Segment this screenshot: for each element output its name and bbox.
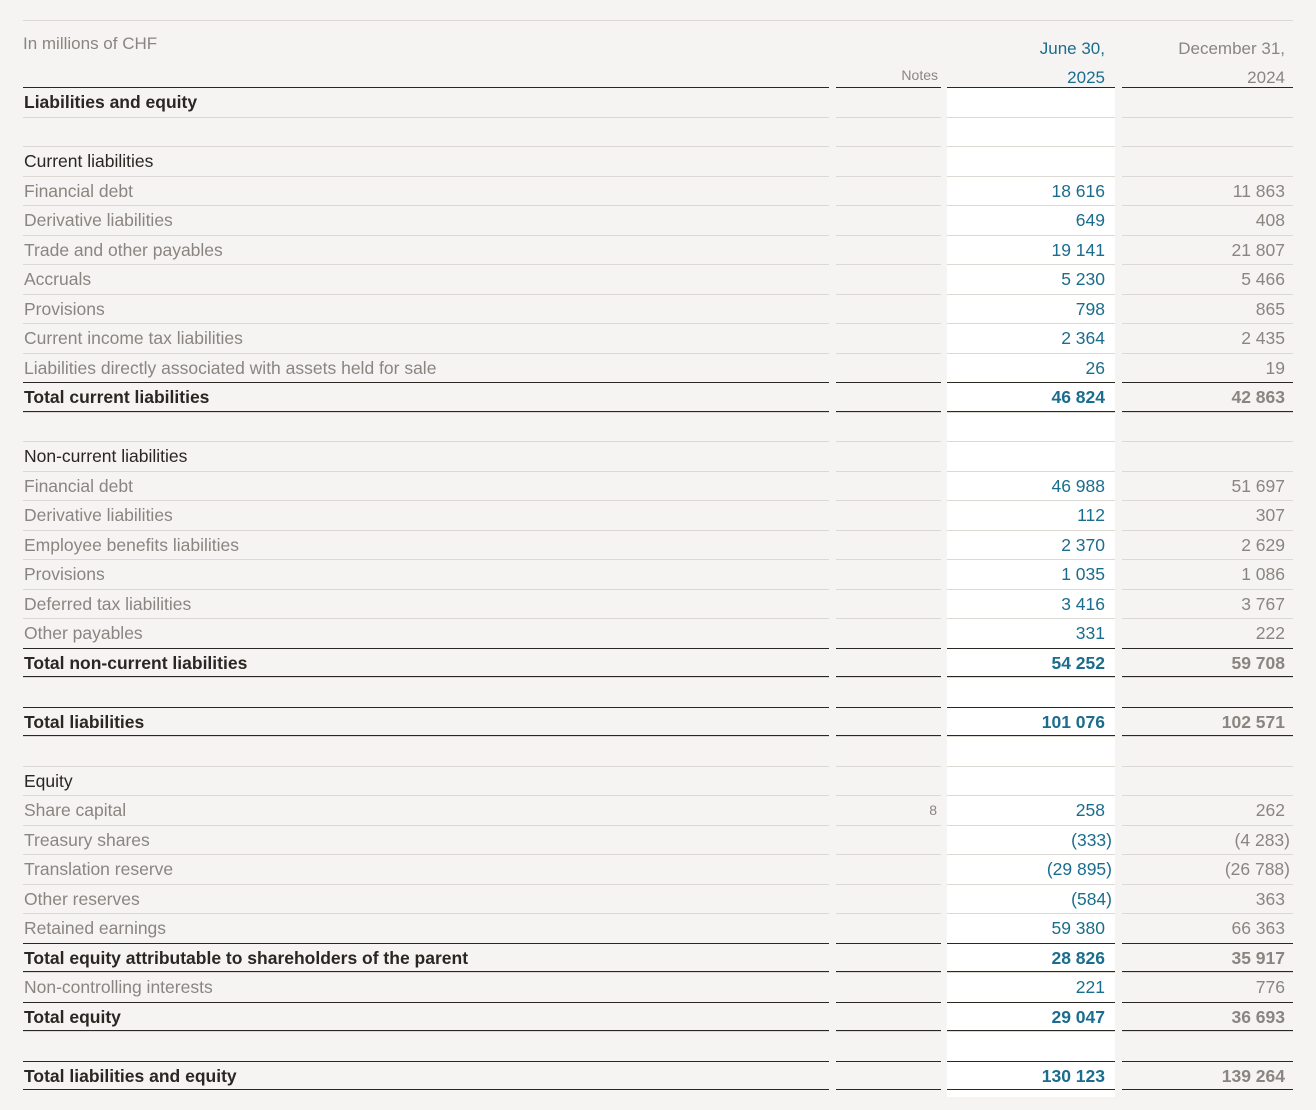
row-current-value: 649 [947,205,1115,235]
row-label: Employee benefits liabilities [23,530,829,560]
table-row [0,589,1316,619]
row-current-value: 19 141 [947,235,1115,265]
row-current-value: 29 047 [947,1002,1115,1032]
row-current-value: 130 123 [947,1061,1115,1091]
row-current-value: 46 824 [947,382,1115,412]
row-notes [836,943,941,973]
row-notes [836,264,941,294]
row-prior-value: 51 697 [1122,471,1293,501]
row-prior-value [1122,441,1293,471]
row-prior-value [1122,146,1293,176]
row-notes [836,559,941,589]
row-prior-value [1122,87,1293,117]
row-notes [836,353,941,383]
row-label: Total equity attributable to shareholders of the parent [23,943,829,973]
row-prior-value: 42 863 [1122,382,1293,412]
table-row [0,707,1316,737]
row-current-value: 18 616 [947,176,1115,206]
table-row [0,825,1316,855]
row-notes [836,146,941,176]
row-label [23,677,829,707]
row-notes [836,1002,941,1032]
units-label: In millions of CHF [23,34,158,53]
row-current-value: (29 895) [947,854,1115,884]
row-label: Derivative liabilities [23,205,829,235]
row-label [23,736,829,766]
row-label: Financial debt [23,176,829,206]
row-label [23,1031,829,1061]
row-label: Total liabilities [23,707,829,737]
table-row [0,884,1316,914]
row-notes [836,618,941,648]
row-prior-value: 11 863 [1122,176,1293,206]
row-notes [836,471,941,501]
row-notes [836,766,941,796]
table-row [0,323,1316,353]
row-label: Accruals [23,264,829,294]
balance-sheet-table [0,87,1316,1090]
row-prior-value: 102 571 [1122,707,1293,737]
row-current-value: 331 [947,618,1115,648]
row-current-value [947,766,1115,796]
table-row [0,264,1316,294]
row-notes [836,1031,941,1061]
row-notes [836,854,941,884]
row-notes [836,648,941,678]
row-current-value: 798 [947,294,1115,324]
row-notes [836,972,941,1002]
table-header [0,0,1316,88]
row-notes [836,235,941,265]
row-prior-value: 3 767 [1122,589,1293,619]
row-current-value [947,87,1115,117]
row-current-value: 28 826 [947,943,1115,973]
row-notes [836,884,941,914]
table-row [0,648,1316,678]
row-current-value: 2 364 [947,323,1115,353]
table-row [0,117,1316,147]
row-prior-value: 2 435 [1122,323,1293,353]
row-label: Total liabilities and equity [23,1061,829,1091]
row-notes [836,87,941,117]
row-prior-value [1122,766,1293,796]
row-current-value: 3 416 [947,589,1115,619]
row-prior-value: 262 [1122,795,1293,825]
table-row [0,736,1316,766]
row-prior-value: 36 693 [1122,1002,1293,1032]
row-current-value: 101 076 [947,707,1115,737]
row-label: Trade and other payables [23,235,829,265]
table-row [0,441,1316,471]
row-label: Derivative liabilities [23,500,829,530]
table-row [0,943,1316,973]
row-prior-value [1122,1031,1293,1061]
row-current-value: 258 [947,795,1115,825]
row-label: Provisions [23,559,829,589]
table-row [0,677,1316,707]
row-notes [836,707,941,737]
prior-period-header-line-1: December 31, [1178,39,1285,58]
table-row [0,146,1316,176]
table-row [0,500,1316,530]
table-row [0,1002,1316,1032]
row-prior-value: 59 708 [1122,648,1293,678]
row-label: Non-controlling interests [23,972,829,1002]
row-notes [836,913,941,943]
row-notes [836,323,941,353]
table-row [0,1061,1316,1091]
table-row [0,412,1316,442]
table-row [0,530,1316,560]
row-label: Other payables [23,618,829,648]
row-prior-value: 139 264 [1122,1061,1293,1091]
row-notes [836,736,941,766]
current-period-header [947,34,1105,92]
row-notes [836,176,941,206]
table-row [0,471,1316,501]
table-row [0,766,1316,796]
row-notes [836,412,941,442]
row-current-value: 5 230 [947,264,1115,294]
row-label: Treasury shares [23,825,829,855]
table-row [0,205,1316,235]
table-row [0,353,1316,383]
prior-period-header [1122,34,1285,92]
row-label: Share capital [23,795,829,825]
row-prior-value [1122,412,1293,442]
row-notes: 8 [836,795,941,825]
row-notes [836,500,941,530]
table-row [0,972,1316,1002]
row-prior-value [1122,117,1293,147]
row-notes [836,825,941,855]
row-prior-value: (26 788) [1122,854,1293,884]
row-label: Other reserves [23,884,829,914]
row-current-value [947,117,1115,147]
row-prior-value: 2 629 [1122,530,1293,560]
row-label: Current income tax liabilities [23,323,829,353]
row-notes [836,589,941,619]
row-notes [836,1061,941,1091]
row-prior-value: 307 [1122,500,1293,530]
row-label: Liabilities and equity [23,87,829,117]
row-prior-value: 21 807 [1122,235,1293,265]
notes-column-header: Notes [901,67,938,83]
row-label: Deferred tax liabilities [23,589,829,619]
row-current-value [947,146,1115,176]
table-row [0,235,1316,265]
row-prior-value: 776 [1122,972,1293,1002]
table-row [0,87,1316,117]
row-label: Current liabilities [23,146,829,176]
row-prior-value: 1 086 [1122,559,1293,589]
row-label: Total equity [23,1002,829,1032]
table-row [0,913,1316,943]
row-current-value: 59 380 [947,913,1115,943]
row-prior-value [1122,677,1293,707]
row-current-value: 2 370 [947,530,1115,560]
row-label: Non-current liabilities [23,441,829,471]
row-current-value: 1 035 [947,559,1115,589]
row-label: Equity [23,766,829,796]
row-current-value [947,412,1115,442]
row-label: Retained earnings [23,913,829,943]
row-notes [836,441,941,471]
row-prior-value: 5 466 [1122,264,1293,294]
table-row [0,176,1316,206]
current-period-header-line-1: June 30, [1039,39,1105,58]
row-prior-value: 408 [1122,205,1293,235]
table-row [0,854,1316,884]
row-label: Financial debt [23,471,829,501]
table-row [0,1031,1316,1061]
row-notes [836,205,941,235]
row-current-value [947,441,1115,471]
row-current-value [947,1031,1115,1061]
row-current-value: 46 988 [947,471,1115,501]
row-notes [836,530,941,560]
row-current-value [947,677,1115,707]
row-label: Total current liabilities [23,382,829,412]
row-label: Total non-current liabilities [23,648,829,678]
row-prior-value: (4 283) [1122,825,1293,855]
row-current-value: 112 [947,500,1115,530]
row-prior-value [1122,736,1293,766]
row-notes [836,294,941,324]
row-notes [836,382,941,412]
row-notes [836,117,941,147]
row-current-value [947,736,1115,766]
row-current-value: 26 [947,353,1115,383]
row-label: Liabilities directly associated with assets held for sale [23,353,829,383]
table-row [0,559,1316,589]
row-current-value: (333) [947,825,1115,855]
row-current-value: 221 [947,972,1115,1002]
row-prior-value: 19 [1122,353,1293,383]
table-row [0,795,1316,825]
row-current-value: 54 252 [947,648,1115,678]
table-row [0,618,1316,648]
row-prior-value: 66 363 [1122,913,1293,943]
row-prior-value: 363 [1122,884,1293,914]
table-row [0,382,1316,412]
row-prior-value: 35 917 [1122,943,1293,973]
row-prior-value: 222 [1122,618,1293,648]
row-current-value: (584) [947,884,1115,914]
row-label: Translation reserve [23,854,829,884]
row-label [23,117,829,147]
row-label: Provisions [23,294,829,324]
row-label [23,412,829,442]
row-notes [836,677,941,707]
table-row [0,294,1316,324]
current-period-header-line-2: 2025 [1067,68,1105,87]
prior-period-header-line-2: 2024 [1247,68,1285,87]
row-prior-value: 865 [1122,294,1293,324]
